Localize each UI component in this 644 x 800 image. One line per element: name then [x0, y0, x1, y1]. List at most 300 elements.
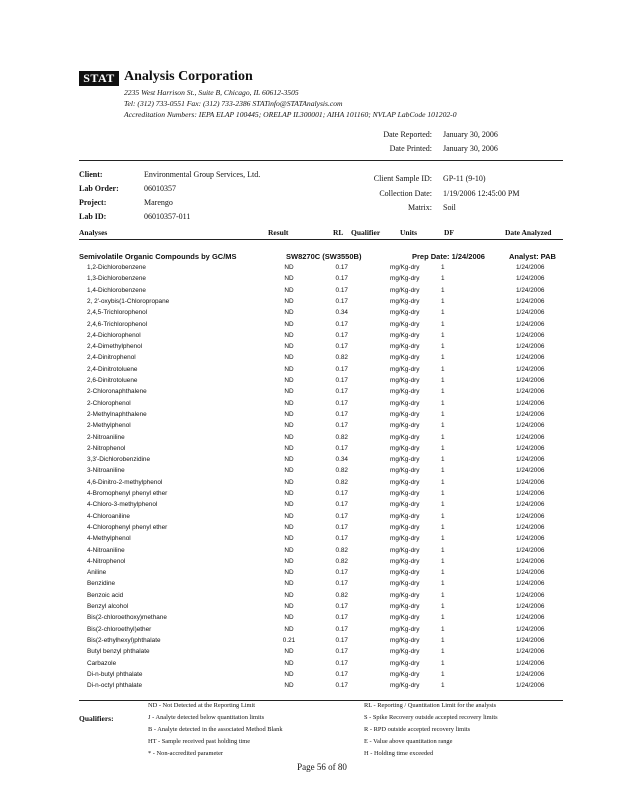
date-analyzed-value: 1/24/2006 [516, 343, 545, 351]
result-value: ND [284, 410, 294, 418]
analyte-name: 1,4-Dichlorobenzene [87, 286, 146, 294]
result-value: ND [284, 490, 294, 497]
col-analyses: Analyses [79, 228, 108, 237]
table-row [0, 578, 644, 589]
analyte-name: 2,4-Dinitrotoluene [87, 365, 138, 373]
analyte-name: 1,2-Dichlorobenzene [87, 264, 146, 271]
rl-value: 0.17 [335, 286, 348, 294]
analyte-name: Di-n-butyl phthalate [87, 670, 143, 678]
rl-value: 0.17 [335, 580, 348, 588]
analyte-name: 4-Chlorophenyl phenyl ether [87, 523, 168, 531]
analyte-name: 4-Bromophenyl phenyl ether [87, 490, 168, 497]
date-analyzed-value: 1/24/2006 [516, 490, 545, 497]
result-value: ND [284, 354, 294, 362]
df-value: 1 [441, 546, 445, 554]
legend-right-4: H - Holding time exceeded [364, 750, 434, 757]
rl-value: 0.82 [335, 433, 348, 441]
df-value: 1 [441, 636, 445, 644]
units-value: mg/Kg-dry [390, 286, 420, 294]
result-value: ND [284, 512, 294, 520]
units-value: mg/Kg-dry [390, 670, 420, 678]
table-row [0, 409, 644, 420]
analyte-name: 2-Methylnaphthalene [87, 410, 147, 418]
df-value: 1 [441, 501, 445, 509]
rl-value: 0.17 [335, 603, 348, 610]
date-analyzed-value: 1/24/2006 [516, 625, 545, 633]
df-value: 1 [441, 614, 445, 622]
units-value: mg/Kg-dry [390, 523, 420, 531]
units-value: mg/Kg-dry [390, 422, 420, 430]
table-row [0, 454, 644, 465]
analyte-name: Butyl benzyl phthalate [87, 648, 150, 656]
rl-value: 0.17 [335, 444, 348, 452]
result-value: ND [284, 625, 294, 633]
date-analyzed-value: 1/24/2006 [516, 557, 545, 565]
date-analyzed-value: 1/24/2006 [516, 682, 545, 690]
units-value: mg/Kg-dry [390, 557, 420, 565]
result-value: ND [284, 399, 294, 407]
result-value: ND [284, 343, 294, 351]
analyte-name: 3,3'-Dichlorobenzidine [87, 456, 151, 464]
legend-right-0: RL - Reporting / Quantitation Limit for the analysis [364, 702, 497, 709]
rl-value: 0.17 [335, 422, 348, 430]
df-value: 1 [441, 557, 445, 565]
result-value: ND [284, 467, 294, 475]
section-method: SW8270C (SW3550B) [286, 252, 362, 261]
date-analyzed-value: 1/24/2006 [516, 591, 545, 599]
date-analyzed-value: 1/24/2006 [516, 467, 545, 475]
footer-rule [79, 700, 563, 701]
date-analyzed-value: 1/24/2006 [516, 569, 545, 577]
legend-left-0: ND - Not Detected at the Reporting Limit [148, 702, 256, 709]
analyte-name: 4-Nitrophenol [87, 557, 126, 565]
table-row [0, 443, 644, 454]
units-value: mg/Kg-dry [390, 377, 420, 384]
units-value: mg/Kg-dry [390, 365, 420, 373]
analyte-name: 4,6-Dinitro-2-methylphenol [87, 478, 163, 486]
table-row [0, 488, 644, 499]
df-value: 1 [441, 648, 445, 656]
analyte-name: 2-Nitroaniline [87, 433, 125, 441]
analyte-name: 1,3-Dichlorobenzene [87, 275, 146, 283]
table-row [0, 669, 644, 680]
units-value: mg/Kg-dry [390, 354, 420, 362]
df-value: 1 [441, 659, 445, 667]
analyte-name: Di-n-octyl phthalate [87, 682, 143, 690]
legend-right-1: S - Spike Recovery outside accepted recovery limits [364, 714, 498, 721]
units-value: mg/Kg-dry [390, 636, 420, 644]
units-value: mg/Kg-dry [390, 264, 420, 271]
legend-left-2: B - Analyte detected in the associated Method Blank [148, 726, 283, 733]
table-row [0, 375, 644, 386]
df-value: 1 [441, 320, 445, 328]
df-value: 1 [441, 625, 445, 633]
table-row [0, 330, 644, 341]
df-value: 1 [441, 286, 445, 294]
analyte-name: 4-Methylphenol [87, 535, 131, 543]
units-value: mg/Kg-dry [390, 399, 420, 407]
date-analyzed-value: 1/24/2006 [516, 377, 545, 384]
date-analyzed-value: 1/24/2006 [516, 478, 545, 486]
df-value: 1 [441, 264, 445, 271]
analyte-name: 3-Nitroaniline [87, 467, 125, 475]
table-row [0, 273, 644, 284]
units-value: mg/Kg-dry [390, 275, 420, 283]
legend-left-4: * - Non-accredited parameter [148, 750, 224, 757]
analyte-name: Benzoic acid [87, 591, 124, 599]
df-value: 1 [441, 343, 445, 351]
df-value: 1 [441, 377, 445, 384]
table-row [0, 635, 644, 646]
rl-value: 0.17 [335, 670, 348, 678]
result-value: ND [284, 670, 294, 678]
units-value: mg/Kg-dry [390, 501, 420, 509]
header-rule [79, 239, 563, 240]
date-analyzed-value: 1/24/2006 [516, 433, 545, 441]
lab-order-value: 06010357 [144, 184, 176, 193]
date-analyzed-value: 1/24/2006 [516, 309, 545, 317]
table-row [0, 680, 644, 691]
analyte-name: 2-Nitrophenol [87, 444, 126, 452]
date-analyzed-value: 1/24/2006 [516, 320, 545, 328]
table-row [0, 465, 644, 476]
project-value: Marengo [144, 198, 173, 207]
legend-right-2: R - RPD outside accepted recovery limits [364, 726, 471, 733]
table-row [0, 364, 644, 375]
rl-value: 0.82 [335, 557, 348, 565]
section-prep-date: Prep Date: 1/24/2006 [412, 252, 485, 261]
table-row [0, 511, 644, 522]
rl-value: 0.17 [335, 648, 348, 656]
df-value: 1 [441, 444, 445, 452]
rl-value: 0.17 [335, 343, 348, 351]
company-contact: Tel: (312) 733-0551 Fax: (312) 733-2386 STATinfo@STATAnalysis.com [124, 99, 343, 108]
result-value: ND [284, 682, 294, 690]
date-analyzed-value: 1/24/2006 [516, 264, 545, 271]
df-value: 1 [441, 331, 445, 339]
table-row [0, 398, 644, 409]
units-value: mg/Kg-dry [390, 682, 420, 690]
rl-value: 0.17 [335, 625, 348, 633]
result-value: ND [284, 264, 294, 271]
units-value: mg/Kg-dry [390, 535, 420, 543]
result-value: ND [284, 603, 294, 610]
rl-value: 0.82 [335, 354, 348, 362]
df-value: 1 [441, 580, 445, 588]
date-analyzed-value: 1/24/2006 [516, 670, 545, 678]
rl-value: 0.82 [335, 467, 348, 475]
df-value: 1 [441, 309, 445, 317]
table-row [0, 386, 644, 397]
units-value: mg/Kg-dry [390, 614, 420, 622]
rl-value: 0.17 [335, 331, 348, 339]
result-value: ND [284, 320, 294, 328]
units-value: mg/Kg-dry [390, 343, 420, 351]
result-value: ND [284, 297, 294, 305]
date-analyzed-value: 1/24/2006 [516, 648, 545, 656]
table-row [0, 522, 644, 533]
units-value: mg/Kg-dry [390, 444, 420, 452]
table-row [0, 319, 644, 330]
rl-value: 0.17 [335, 365, 348, 373]
result-value: ND [284, 591, 294, 599]
df-value: 1 [441, 682, 445, 690]
df-value: 1 [441, 512, 445, 520]
date-analyzed-value: 1/24/2006 [516, 614, 545, 622]
date-analyzed-value: 1/24/2006 [516, 444, 545, 452]
result-value: ND [284, 557, 294, 565]
df-value: 1 [441, 490, 445, 497]
rl-value: 0.17 [335, 388, 348, 396]
collection-date-value: 1/19/2006 12:45:00 PM [443, 189, 520, 198]
date-analyzed-value: 1/24/2006 [516, 275, 545, 283]
date-analyzed-value: 1/24/2006 [516, 603, 545, 610]
result-value: ND [284, 580, 294, 588]
section-analyst: Analyst: PAB [509, 252, 556, 261]
units-value: mg/Kg-dry [390, 659, 420, 667]
units-value: mg/Kg-dry [390, 603, 420, 610]
rl-value: 0.82 [335, 591, 348, 599]
client-value: Environmental Group Services, Ltd. [144, 170, 261, 179]
analyte-name: 4-Nitroaniline [87, 546, 125, 554]
date-printed-label: Date Printed: [389, 144, 432, 153]
result-value: ND [284, 433, 294, 441]
table-row [0, 262, 644, 273]
company-name: Analysis Corporation [124, 69, 253, 84]
units-value: mg/Kg-dry [390, 467, 420, 475]
col-units: Units [400, 228, 418, 237]
result-value: ND [284, 388, 294, 396]
result-value: ND [284, 331, 294, 339]
analyte-name: 2,4-Dinitrophenol [87, 354, 136, 362]
rl-value: 0.82 [335, 546, 348, 554]
units-value: mg/Kg-dry [390, 331, 420, 339]
date-reported-label: Date Reported: [383, 130, 432, 139]
result-value: ND [284, 456, 294, 464]
rl-value: 0.82 [335, 478, 348, 486]
table-row [0, 285, 644, 296]
units-value: mg/Kg-dry [390, 410, 420, 418]
units-value: mg/Kg-dry [390, 490, 420, 497]
page-number: Page 56 of 80 [297, 762, 347, 772]
result-value: ND [284, 614, 294, 622]
date-analyzed-value: 1/24/2006 [516, 286, 545, 294]
date-analyzed-value: 1/24/2006 [516, 636, 545, 644]
table-row [0, 296, 644, 307]
table-row [0, 658, 644, 669]
rl-value: 0.34 [335, 309, 348, 317]
top-rule [79, 160, 563, 161]
df-value: 1 [441, 456, 445, 464]
client-sample-value: GP-11 (9-10) [443, 174, 486, 183]
accreditation-numbers: Accreditation Numbers: IEPA ELAP 100445; ORELAP IL300001; AIHA 101160; NVLAP LabCode 101202-0 [124, 110, 457, 119]
units-value: mg/Kg-dry [390, 478, 420, 486]
client-label: Client: [79, 170, 103, 179]
result-value: ND [284, 275, 294, 283]
analyte-name: 2,6-Dinitrotoluene [87, 377, 138, 384]
analyte-name: 2-Chloronaphthalene [87, 388, 147, 396]
date-reported-value: January 30, 2006 [443, 130, 498, 139]
date-analyzed-value: 1/24/2006 [516, 546, 545, 554]
table-row [0, 590, 644, 601]
df-value: 1 [441, 523, 445, 531]
table-row [0, 499, 644, 510]
rl-value: 0.17 [335, 569, 348, 577]
date-printed-value: January 30, 2006 [443, 144, 498, 153]
stat-logo: STAT [79, 71, 119, 86]
company-address: 2235 West Harrison St., Suite B, Chicago, IL 60612-3505 [124, 88, 299, 97]
table-row [0, 612, 644, 623]
units-value: mg/Kg-dry [390, 433, 420, 441]
lab-id-value: 06010357-011 [144, 212, 191, 221]
result-value: ND [284, 286, 294, 294]
units-value: mg/Kg-dry [390, 320, 420, 328]
rl-value: 0.17 [335, 410, 348, 418]
date-analyzed-value: 1/24/2006 [516, 354, 545, 362]
analyte-name: 2,4,5-Trichlorophenol [87, 309, 148, 317]
col-df: DF [444, 228, 454, 237]
rl-value: 0.17 [335, 535, 348, 543]
rl-value: 0.17 [335, 490, 348, 497]
units-value: mg/Kg-dry [390, 569, 420, 577]
result-value: ND [284, 569, 294, 577]
analyte-name: 2,4-Dimethylphenol [87, 343, 143, 351]
analyte-name: 2-Methylphenol [87, 422, 131, 430]
analyte-name: 2, 2'-oxybis(1-Chloropropane [87, 297, 170, 305]
table-row [0, 420, 644, 431]
analyte-name: 4-Chloro-3-methylphenol [87, 501, 158, 509]
date-analyzed-value: 1/24/2006 [516, 501, 545, 509]
analyte-name: 2,4-Dichlorophenol [87, 331, 141, 339]
result-value: ND [284, 309, 294, 317]
collection-date-label: Collection Date: [379, 189, 432, 198]
rl-value: 0.17 [335, 377, 348, 384]
legend-left-3: HT - Sample received past holding time [148, 738, 251, 745]
df-value: 1 [441, 275, 445, 283]
date-analyzed-value: 1/24/2006 [516, 580, 545, 588]
analyte-name: 4-Chloroaniline [87, 512, 130, 520]
date-analyzed-value: 1/24/2006 [516, 659, 545, 667]
result-value: ND [284, 546, 294, 554]
matrix-label: Matrix: [408, 203, 432, 212]
table-row [0, 341, 644, 352]
table-row [0, 352, 644, 363]
df-value: 1 [441, 297, 445, 305]
units-value: mg/Kg-dry [390, 512, 420, 520]
result-value: ND [284, 377, 294, 384]
units-value: mg/Kg-dry [390, 309, 420, 317]
col-result: Result [268, 228, 289, 237]
table-row [0, 567, 644, 578]
table-row [0, 533, 644, 544]
units-value: mg/Kg-dry [390, 546, 420, 554]
rl-value: 0.17 [335, 682, 348, 690]
project-label: Project: [79, 198, 107, 207]
date-analyzed-value: 1/24/2006 [516, 523, 545, 531]
analyte-name: Bis(2-chloroethyl)ether [87, 625, 152, 633]
date-analyzed-value: 1/24/2006 [516, 331, 545, 339]
client-sample-label: Client Sample ID: [373, 174, 432, 183]
result-value: ND [284, 478, 294, 486]
rl-value: 0.17 [335, 614, 348, 622]
df-value: 1 [441, 591, 445, 599]
analyte-name: Benzyl alcohol [87, 603, 129, 610]
df-value: 1 [441, 478, 445, 486]
df-value: 1 [441, 354, 445, 362]
df-value: 1 [441, 603, 445, 610]
section-title: Semivolatile Organic Compounds by GC/MS [79, 252, 237, 261]
analyte-name: 2,4,6-Trichlorophenol [87, 320, 148, 328]
df-value: 1 [441, 422, 445, 430]
rl-value: 0.17 [335, 523, 348, 531]
df-value: 1 [441, 467, 445, 475]
table-row [0, 307, 644, 318]
col-date-analyzed: Date Analyzed [505, 228, 552, 237]
units-value: mg/Kg-dry [390, 456, 420, 464]
result-value: ND [284, 659, 294, 667]
rl-value: 0.17 [335, 636, 348, 644]
lab-order-label: Lab Order: [79, 184, 119, 193]
date-analyzed-value: 1/24/2006 [516, 535, 545, 543]
df-value: 1 [441, 569, 445, 577]
result-value: ND [284, 523, 294, 531]
col-rl: RL [333, 228, 344, 237]
table-row [0, 432, 644, 443]
units-value: mg/Kg-dry [390, 591, 420, 599]
col-qualifier: Qualifier [351, 228, 381, 237]
analyte-name: Bis(2-ethylhexyl)phthalate [87, 636, 161, 644]
df-value: 1 [441, 535, 445, 543]
analyte-name: Carbazole [87, 659, 117, 667]
analyte-name: Bis(2-chloroethoxy)methane [87, 614, 167, 622]
units-value: mg/Kg-dry [390, 388, 420, 396]
rl-value: 0.17 [335, 320, 348, 328]
date-analyzed-value: 1/24/2006 [516, 456, 545, 464]
units-value: mg/Kg-dry [390, 625, 420, 633]
analyte-name: 2-Chlorophenol [87, 399, 131, 407]
result-value: ND [284, 535, 294, 543]
date-analyzed-value: 1/24/2006 [516, 410, 545, 418]
legend-left-1: J - Analyte detected below quantitation limits [148, 714, 265, 721]
qualifiers-label: Qualifiers: [79, 714, 114, 723]
date-analyzed-value: 1/24/2006 [516, 422, 545, 430]
analyte-name: Benzidine [87, 580, 116, 588]
table-row [0, 477, 644, 488]
rl-value: 0.17 [335, 275, 348, 283]
result-value: ND [284, 648, 294, 656]
rl-value: 0.17 [335, 659, 348, 667]
result-value: ND [284, 501, 294, 509]
result-value: ND [284, 444, 294, 452]
date-analyzed-value: 1/24/2006 [516, 365, 545, 373]
df-value: 1 [441, 388, 445, 396]
df-value: 1 [441, 433, 445, 441]
legend-right-3: E - Value above quantitation range [364, 738, 453, 745]
date-analyzed-value: 1/24/2006 [516, 512, 545, 520]
table-row [0, 601, 644, 612]
units-value: mg/Kg-dry [390, 297, 420, 305]
rl-value: 0.17 [335, 399, 348, 407]
table-row [0, 646, 644, 657]
lab-id-label: Lab ID: [79, 212, 107, 221]
df-value: 1 [441, 365, 445, 373]
df-value: 1 [441, 399, 445, 407]
result-value: 0.21 [282, 636, 296, 644]
rl-value: 0.17 [335, 264, 348, 271]
date-analyzed-value: 1/24/2006 [516, 399, 545, 407]
table-row [0, 545, 644, 556]
rl-value: 0.17 [335, 297, 348, 305]
